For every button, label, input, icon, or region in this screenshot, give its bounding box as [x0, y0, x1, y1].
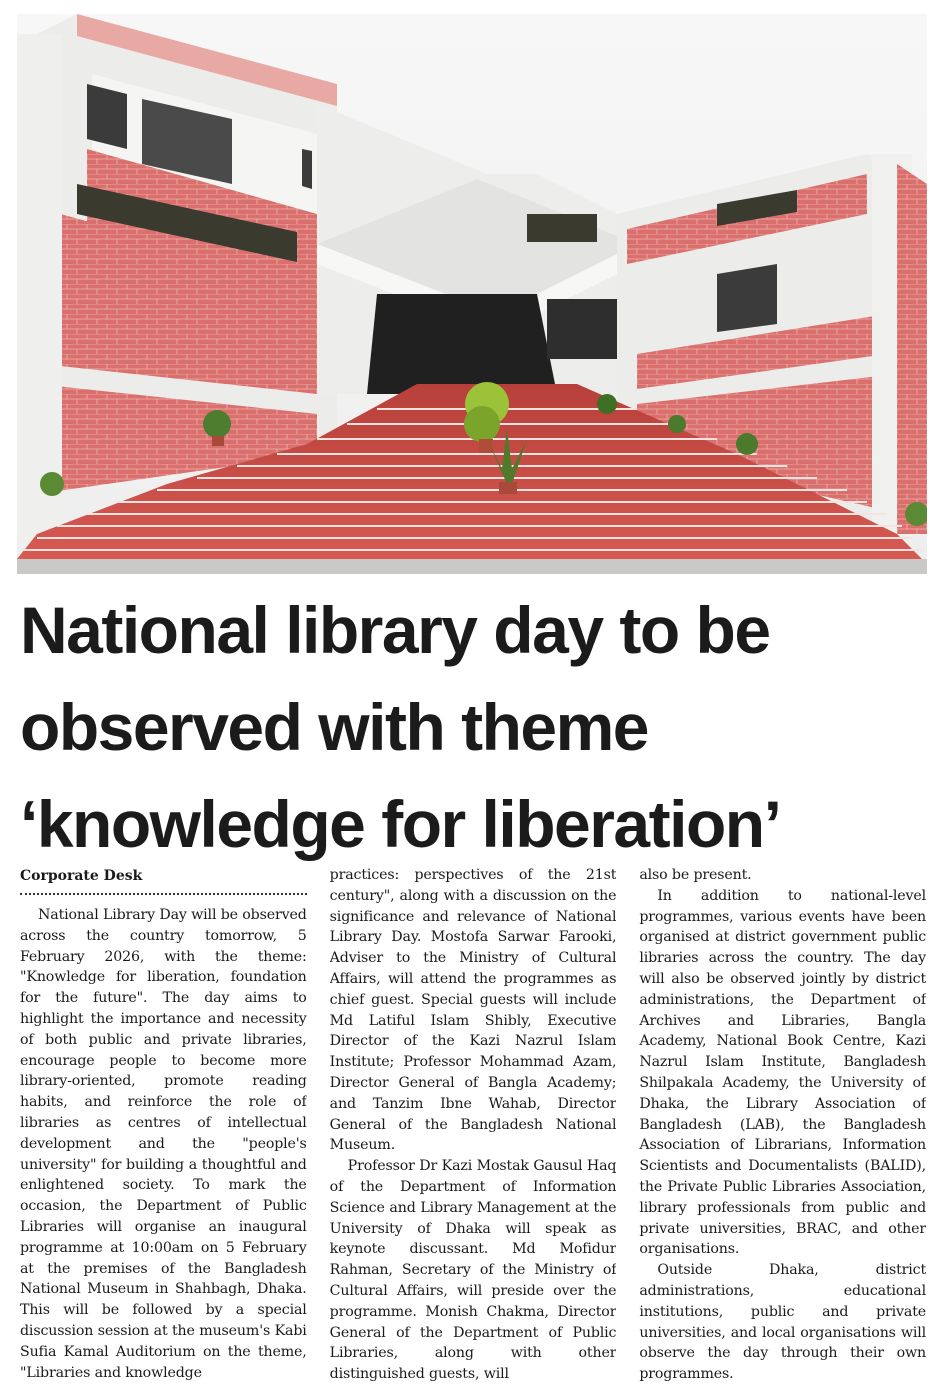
library-building-photo: [17, 14, 927, 574]
paragraph: In addition to national-level programmes, various events have been organised at district government public libraries across the country. The day will also be observed jointly by district administrations, the Department of Archives and Libraries, Bangla Academy, National Book Centre, Kazi Nazrul Islam Institute, Bangladesh Shilpakala Academy, the University of Dhaka, the Library Association of Bangladesh (LAB), the Bangladesh Association of Librarians, Information Scientists and Documentalists (BALID), the Private Public Libraries Association, library professionals from public and private universities, BRAC, and other organisations.: [639, 887, 927, 1258]
article-body: [20, 865, 926, 1385]
headline-line-2: observed with theme: [20, 690, 648, 764]
headline-line-3: ‘knowledge for liberation’: [20, 787, 781, 861]
article-column-3: [639, 865, 926, 1385]
article-column-2: [330, 865, 617, 1385]
library-building-illustration: [17, 14, 927, 574]
byline-divider: [20, 891, 307, 895]
headline-line-1: National library day to be: [20, 593, 770, 667]
paragraph: Outside Dhaka, district administrations, educational institutions, public and private universities, and local organisations will observe the day through their own programmes.: [639, 1262, 927, 1383]
byline: Corporate Desk: [20, 868, 143, 884]
headline: [20, 582, 920, 873]
paragraph: also be present.: [639, 867, 752, 883]
paragraph: National Library Day will be observed across the country tomorrow, 5 February 2026, with the theme: "Knowledge for liberation, foundation for the future". The day aims to highlight the importance and necessity of both public and private libraries, encourage people to become more library-oriented, promote reading habits, and reinforce the role of libraries as centres of intellectual development and the "people's university" for building a thoughtful and enlightened society. To mark the occasion, the Department of Public Libraries will organise an inaugural programme at 10:00am on 5 February at the premises of the Bangladesh National Museum in Shahbagh, Dhaka. This will be followed by a special discussion session at the museum's Kabi Sufia Kamal Auditorium on the theme, "Libraries and knowledge: [20, 907, 307, 1381]
article-column-1: [20, 865, 307, 1385]
paragraph: Professor Dr Kazi Mostak Gausul Haq of the Department of Information Science and Library Management at the University of Dhaka will speak as keynote discussant. Md Mofidur Rahman, Secretary of the Ministry of Cultural Affairs, will preside over the programme. Monish Chakma, Director General of the Department of Public Libraries, along with other distinguished guests, will: [329, 1158, 617, 1383]
paragraph: practices: perspectives of the 21st century", along with a discussion on the significance and relevance of National Library Day. Mostofa Sarwar Farooki, Adviser to the Ministry of Cultural Affairs, will attend the programmes as chief guest. Special guests will include Md Latiful Islam Shibly, Executive Director of the Kazi Nazrul Islam Institute; Professor Mohammad Azam, Director General of Bangla Academy; and Tanzim Ibne Wahab, Director General of the Bangladesh National Museum.: [329, 867, 617, 1154]
